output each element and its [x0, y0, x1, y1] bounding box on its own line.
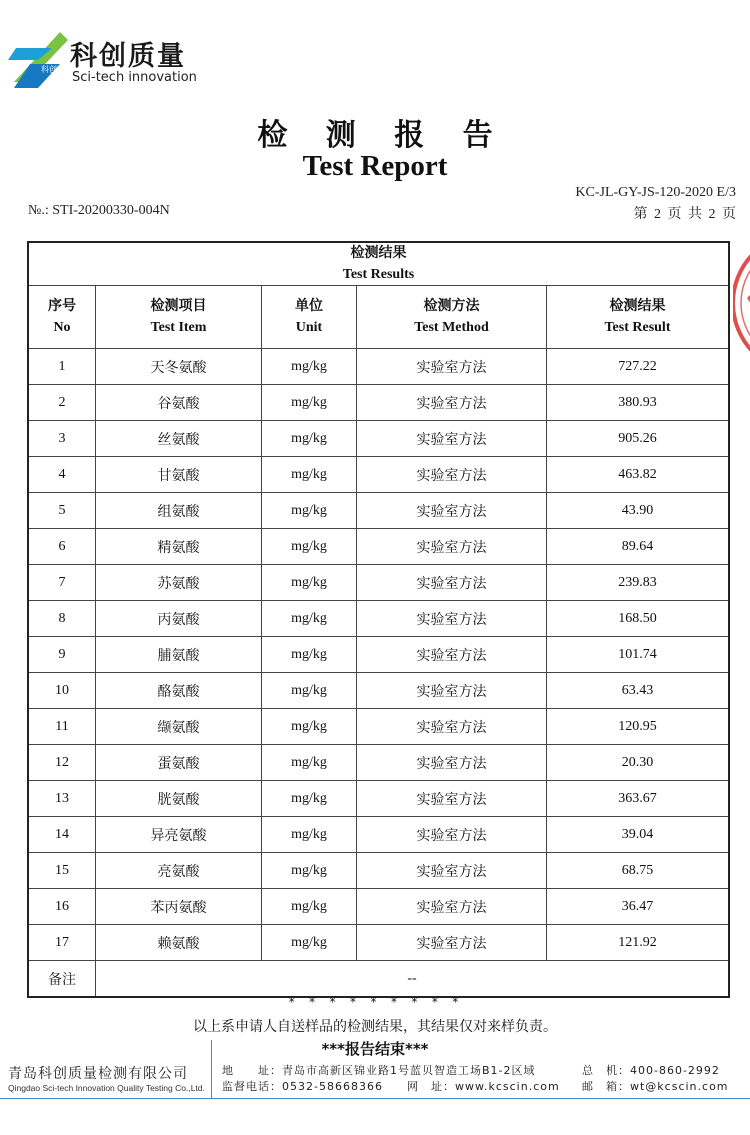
table-row: [28, 493, 729, 529]
cell-item: 甘氨酸: [96, 457, 262, 493]
cell-item: 异亮氨酸: [96, 817, 262, 853]
company-logo: [8, 30, 228, 100]
company-address: 地 址：青岛市高新区锦业路1号蓝贝智造工场B1-2区域: [222, 1064, 536, 1077]
cell-item: 谷氨酸: [96, 385, 262, 421]
document-code: KC-JL-GY-JS-120-2020 E/3: [575, 185, 736, 200]
col-header-item: [96, 286, 262, 349]
cell-no: 2: [28, 385, 96, 421]
table-row: [28, 421, 729, 457]
remark-row: [28, 961, 729, 998]
cell-unit: mg/kg: [262, 745, 357, 781]
cell-item: 酪氨酸: [96, 673, 262, 709]
cell-unit: mg/kg: [262, 565, 357, 601]
cell-method: 实验室方法: [357, 925, 547, 961]
cell-item: 丙氨酸: [96, 601, 262, 637]
report-number: №.: STI-20200330-004N: [28, 203, 170, 218]
cell-no: 9: [28, 637, 96, 673]
cell-item: 赖氨酸: [96, 925, 262, 961]
cell-result: 363.67: [547, 781, 730, 817]
cell-method: 实验室方法: [357, 889, 547, 925]
cell-no: 8: [28, 601, 96, 637]
cell-result: 120.95: [547, 709, 730, 745]
cell-result: 89.64: [547, 529, 730, 565]
cell-unit: mg/kg: [262, 817, 357, 853]
red-seal-stamp-icon: [733, 218, 750, 388]
col-header-cn: 检测方法: [423, 299, 480, 314]
footer-line: [0, 1098, 750, 1099]
separator-stars: * * * * * * * * *: [288, 995, 462, 1009]
cell-unit: mg/kg: [262, 601, 357, 637]
table-caption-cn: 检测结果: [350, 246, 407, 261]
page-info: 第 2 页 共 2 页: [633, 207, 736, 222]
col-header-cn: 检测项目: [150, 299, 207, 314]
cell-item: 组氨酸: [96, 493, 262, 529]
table-row: [28, 565, 729, 601]
col-header-cn: 单位: [295, 299, 323, 314]
col-header-en: Test Item: [150, 320, 207, 335]
cell-result: 168.50: [547, 601, 730, 637]
cell-item: 胱氨酸: [96, 781, 262, 817]
disclaimer-text: 以上系申请人自送样品的检测结果，其结果仅对来样负责。: [193, 1019, 557, 1035]
cell-no: 7: [28, 565, 96, 601]
logo-text-en: Sci-tech innovation: [72, 70, 197, 85]
cell-result: 63.43: [547, 673, 730, 709]
cell-method: 实验室方法: [357, 673, 547, 709]
table-row: [28, 853, 729, 889]
cell-result: 727.22: [547, 349, 730, 385]
col-header-result: [547, 286, 730, 349]
cell-unit: mg/kg: [262, 709, 357, 745]
cell-method: 实验室方法: [357, 385, 547, 421]
report-title-cn: 检 测 报 告: [257, 118, 507, 153]
test-results-table: [27, 241, 730, 998]
logo-badge-text: 科创: [41, 65, 57, 74]
table-row: [28, 385, 729, 421]
col-header-unit: [262, 286, 357, 349]
cell-result: 39.04: [547, 817, 730, 853]
cell-no: 6: [28, 529, 96, 565]
cell-no: 11: [28, 709, 96, 745]
cell-method: 实验室方法: [357, 349, 547, 385]
cell-no: 10: [28, 673, 96, 709]
table-row: [28, 673, 729, 709]
cell-result: 905.26: [547, 421, 730, 457]
cell-result: 121.92: [547, 925, 730, 961]
footer-divider: [211, 1040, 212, 1098]
cell-no: 14: [28, 817, 96, 853]
table-row: [28, 349, 729, 385]
logo-mark-icon: [8, 30, 68, 92]
cell-unit: mg/kg: [262, 853, 357, 889]
report-title-en: Test Report: [302, 150, 448, 182]
cell-unit: mg/kg: [262, 385, 357, 421]
cell-item: 苯丙氨酸: [96, 889, 262, 925]
col-header-en: No: [53, 320, 71, 335]
cell-unit: mg/kg: [262, 925, 357, 961]
table-row: [28, 457, 729, 493]
cell-method: 实验室方法: [357, 529, 547, 565]
company-website: 网 址：www.kcscin.com: [407, 1080, 560, 1093]
cell-no: 13: [28, 781, 96, 817]
company-name-en: Qingdao Sci-tech Innovation Quality Testing Co.,Ltd.: [8, 1083, 205, 1093]
cell-item: 天冬氨酸: [96, 349, 262, 385]
cell-item: 丝氨酸: [96, 421, 262, 457]
table-caption-en: Test Results: [342, 267, 415, 282]
table-row: [28, 709, 729, 745]
cell-method: 实验室方法: [357, 457, 547, 493]
table-row: [28, 925, 729, 961]
table-caption-row: [28, 242, 729, 286]
cell-result: 380.93: [547, 385, 730, 421]
cell-unit: mg/kg: [262, 637, 357, 673]
cell-method: 实验室方法: [357, 853, 547, 889]
cell-result: 101.74: [547, 637, 730, 673]
table-row: [28, 781, 729, 817]
cell-no: 12: [28, 745, 96, 781]
cell-method: 实验室方法: [357, 637, 547, 673]
report-end-mark: ***报告结束***: [321, 1040, 429, 1058]
col-header-method: [357, 286, 547, 349]
remark-value: --: [96, 961, 730, 998]
cell-result: 43.90: [547, 493, 730, 529]
cell-method: 实验室方法: [357, 421, 547, 457]
table-row: [28, 889, 729, 925]
remark-label: 备注: [28, 961, 96, 998]
company-name-cn: 青岛科创质量检测有限公司: [8, 1066, 188, 1082]
cell-no: 15: [28, 853, 96, 889]
table-row: [28, 637, 729, 673]
cell-method: 实验室方法: [357, 817, 547, 853]
cell-item: 精氨酸: [96, 529, 262, 565]
cell-item: 蛋氨酸: [96, 745, 262, 781]
table-caption: [28, 242, 729, 286]
company-email: 邮 箱：wt@kcscin.com: [582, 1080, 729, 1093]
cell-unit: mg/kg: [262, 457, 357, 493]
cell-item: 脯氨酸: [96, 637, 262, 673]
cell-method: 实验室方法: [357, 709, 547, 745]
table-row: [28, 745, 729, 781]
cell-unit: mg/kg: [262, 781, 357, 817]
logo-text-cn: 科创质量: [70, 41, 186, 72]
cell-item: 苏氨酸: [96, 565, 262, 601]
cell-unit: mg/kg: [262, 349, 357, 385]
cell-method: 实验室方法: [357, 493, 547, 529]
cell-no: 5: [28, 493, 96, 529]
cell-unit: mg/kg: [262, 673, 357, 709]
hotline: 总 机：400-860-2992: [582, 1064, 720, 1077]
col-header-en: Test Method: [414, 320, 489, 335]
cell-method: 实验室方法: [357, 601, 547, 637]
cell-item: 亮氨酸: [96, 853, 262, 889]
cell-item: 缬氨酸: [96, 709, 262, 745]
cell-no: 1: [28, 349, 96, 385]
cell-method: 实验室方法: [357, 781, 547, 817]
supervision-phone: 监督电话：0532-58668366: [222, 1080, 383, 1093]
cell-method: 实验室方法: [357, 745, 547, 781]
col-header-en: Test Result: [604, 320, 671, 335]
cell-result: 239.83: [547, 565, 730, 601]
table-row: [28, 601, 729, 637]
cell-result: 20.30: [547, 745, 730, 781]
cell-unit: mg/kg: [262, 421, 357, 457]
col-header-no: [28, 286, 96, 349]
cell-unit: mg/kg: [262, 493, 357, 529]
cell-no: 4: [28, 457, 96, 493]
cell-result: 68.75: [547, 853, 730, 889]
cell-method: 实验室方法: [357, 565, 547, 601]
cell-result: 463.82: [547, 457, 730, 493]
cell-unit: mg/kg: [262, 889, 357, 925]
cell-result: 36.47: [547, 889, 730, 925]
table-header-row: [28, 286, 729, 349]
table-row: [28, 817, 729, 853]
col-header-en: Unit: [295, 320, 323, 335]
cell-no: 17: [28, 925, 96, 961]
cell-unit: mg/kg: [262, 529, 357, 565]
col-header-cn: 检测结果: [609, 299, 666, 314]
col-header-cn: 序号: [48, 299, 76, 314]
table-row: [28, 529, 729, 565]
cell-no: 16: [28, 889, 96, 925]
cell-no: 3: [28, 421, 96, 457]
